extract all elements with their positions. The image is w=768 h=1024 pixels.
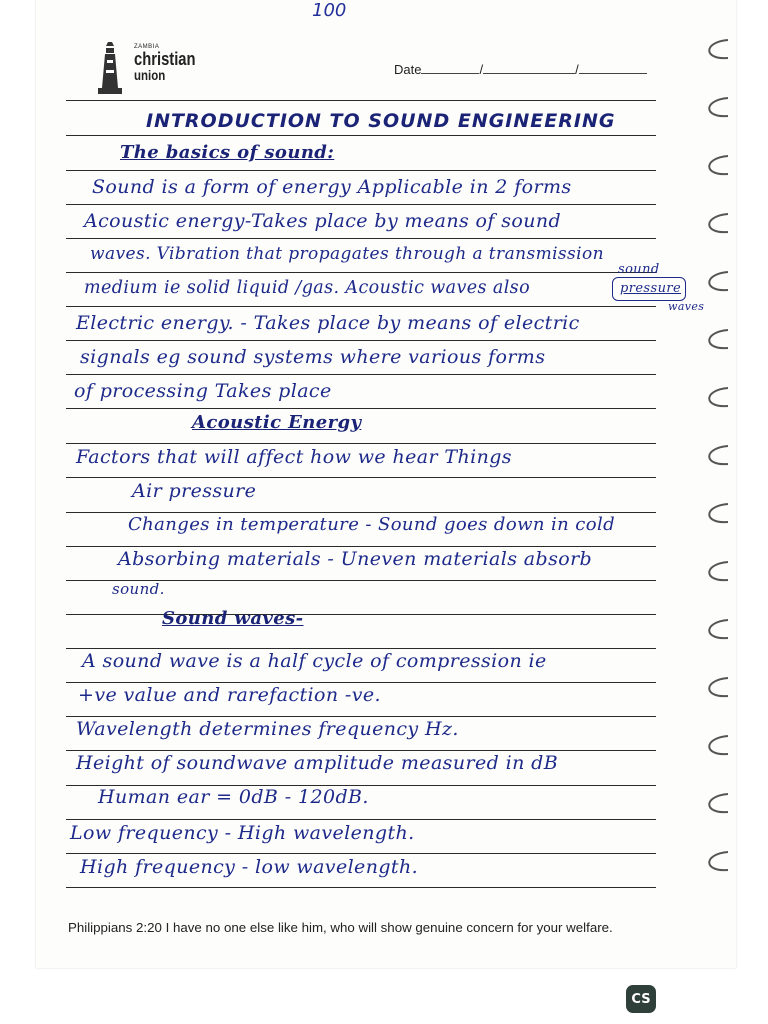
ruled-line [66,340,656,341]
note-line: Low frequency - High wavelength. [70,822,415,844]
note-line: Electric energy. - Takes place by means of electric [76,312,580,334]
ruled-line [66,374,656,375]
note-line: waves. Vibration that propagates through a transmission [90,244,605,264]
date-separator-1: / [479,62,484,77]
subheading-basics: The basics of sound: [120,142,335,163]
ruled-line [66,716,656,717]
footer-verse: Philippians 2:20 I have no one else like him, who will show genuine concern for your welfare. [68,920,613,935]
heading-sound-waves: Sound waves- [162,608,304,629]
note-line: signals eg sound systems where various forms [80,346,546,368]
ruled-line [66,135,656,136]
spiral-binding [698,30,738,930]
ruled-line [66,648,656,649]
ruled-line [66,477,656,478]
ruled-line [66,306,656,307]
note-line: Acoustic energy-Takes place by means of sound [84,210,562,232]
date-separator-2: / [575,62,579,77]
ruled-line [66,750,656,751]
camscanner-badge-icon: CS [626,985,656,1013]
date-label: Date [394,62,422,77]
ruled-line [66,238,656,239]
ruled-line [66,819,656,820]
note-line: of processing Takes place [74,380,332,402]
ruled-line [66,614,656,615]
ruled-line [66,204,656,205]
logo-sub-text: union [134,67,166,83]
logo-small-text: ZAMBIA [134,44,160,50]
note-line: +ve value and rarefaction -ve. [78,684,381,706]
page-title: INTRODUCTION TO SOUND ENGINEERING [146,110,616,132]
ruled-line [66,443,656,444]
page-mark: 100 [312,0,347,21]
margin-note-waves: waves [668,300,705,313]
note-line: medium ie solid liquid /gas. Acoustic waves also [84,278,531,298]
ruled-line [66,853,656,854]
ruled-line [66,682,656,683]
note-line: Factors that will affect how we hear Things [76,446,512,468]
note-line: Changes in temperature - Sound goes down in cold [128,514,616,535]
note-line: Height of soundwave amplitude measured in dB [76,752,559,774]
note-line: Wavelength determines frequency Hz. [76,718,459,740]
margin-note-pressure: pressure [620,281,682,296]
note-line: Air pressure [132,480,257,502]
heading-acoustic-energy: Acoustic Energy [192,412,362,433]
note-line: sound. [112,580,165,598]
ruled-line [66,100,656,101]
note-line: Sound is a form of energy Applicable in 2 forms [92,176,572,198]
note-line: A sound wave is a half cycle of compression ie [82,650,547,672]
logo-text [134,44,209,82]
note-line: High frequency - low wavelength. [80,856,419,878]
ruled-line [66,546,656,547]
margin-note-sound: sound [618,262,660,277]
date-field [394,62,647,77]
ruled-line [66,170,656,171]
note-line: Human ear = 0dB - 120dB. [98,786,369,808]
logo-main-text: christian [134,49,196,69]
ruled-line [66,887,656,888]
ruled-line [66,512,656,513]
ruled-line [66,408,656,409]
ruled-line [66,272,656,273]
note-line: Absorbing materials - Uneven materials absorb [118,548,593,570]
